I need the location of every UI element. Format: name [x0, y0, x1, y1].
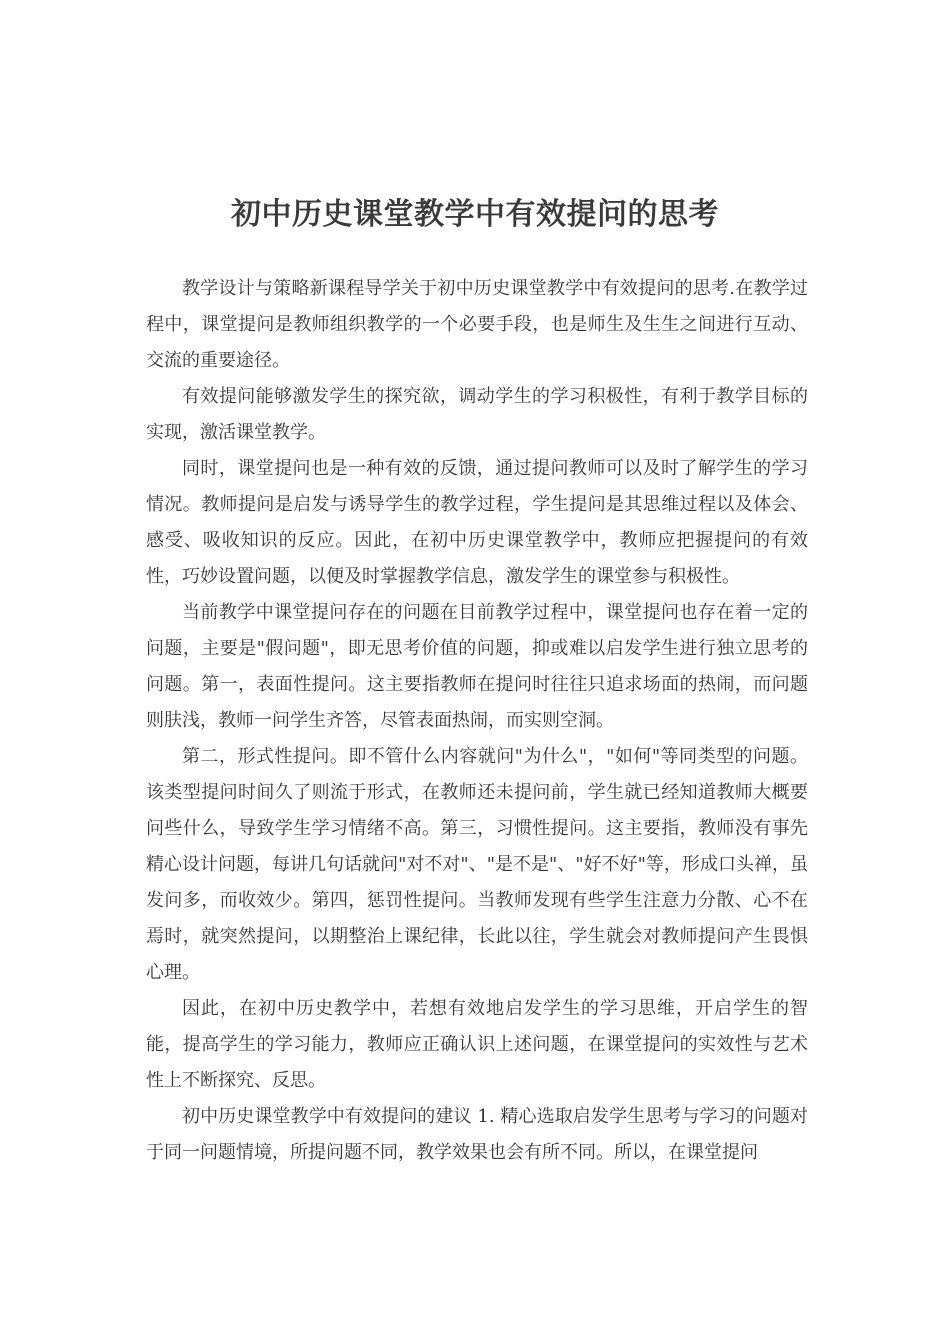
paragraph-3: 同时，课堂提问也是一种有效的反馈，通过提问教师可以及时了解学生的学习情况。教师提问是启发与诱导学生的教学过程，学生提问是其思维过程以及体会、感受、吸收知识的反应。因此，在初中历史课堂教学中，教师应把握提问的有效性，巧妙设置问题，以便及时掌握教学信息，激发学生的课堂参与积极性。 — [146, 458, 808, 587]
document-body — [146, 271, 808, 1171]
paragraph-4: 当前教学中课堂提问存在的问题在目前教学过程中，课堂提问也存在着一定的问题，主要是"假问题"，即无思考价值的问题，抑或难以启发学生进行独立思考的问题。第一，表面性提问。这主要指教师在提问时往往只追求场面的热闹，而问题则肤浅，教师一问学生齐答，尽管表面热闹，而实则空洞。 — [146, 602, 808, 731]
paragraph-5: 第二，形式性提问。即不管什么内容就问"为什么"，"如何"等同类型的问题。该类型提问时间久了则流于形式，在教师还未提问前，学生就已经知道教师大概要问些什么，导致学生学习情绪不高。第三，习惯性提问。这主要指，教师没有事先精心设计问题，每讲几句话就问"对不对"、"是不是"、"好不好"等，形成口头禅，虽发问多，而收效少。第四，惩罚性提问。当教师发现有些学生注意力分散、心不在焉时，就突然提问，以期整治上课纪律，长此以往，学生就会对教师提问产生畏惧心理。 — [146, 746, 808, 983]
paragraph-2: 有效提问能够激发学生的探究欲，调动学生的学习积极性，有利于教学目标的实现，激活课堂教学。 — [146, 386, 808, 443]
document-title: 初中历史课堂教学中有效提问的思考 — [231, 197, 719, 232]
paragraph-6: 因此，在初中历史教学中，若想有效地启发学生的学习思维，开启学生的智能，提高学生的学习能力，教师应正确认识上述问题，在课堂提问的实效性与艺术性上不断探究、反思。 — [146, 998, 808, 1091]
paragraph-7: 初中历史课堂教学中有效提问的建议 1. 精心选取启发学生思考与学习的问题对于同一问题情境，所提问题不同，教学效果也会有所不同。所以，在课堂提问 — [146, 1106, 808, 1163]
paragraph-1: 教学设计与策略新课程导学关于初中历史课堂教学中有效提问的思考.在教学过程中，课堂提问是教师组织教学的一个必要手段，也是师生及生生之间进行互动、交流的重要途径。 — [146, 278, 808, 371]
